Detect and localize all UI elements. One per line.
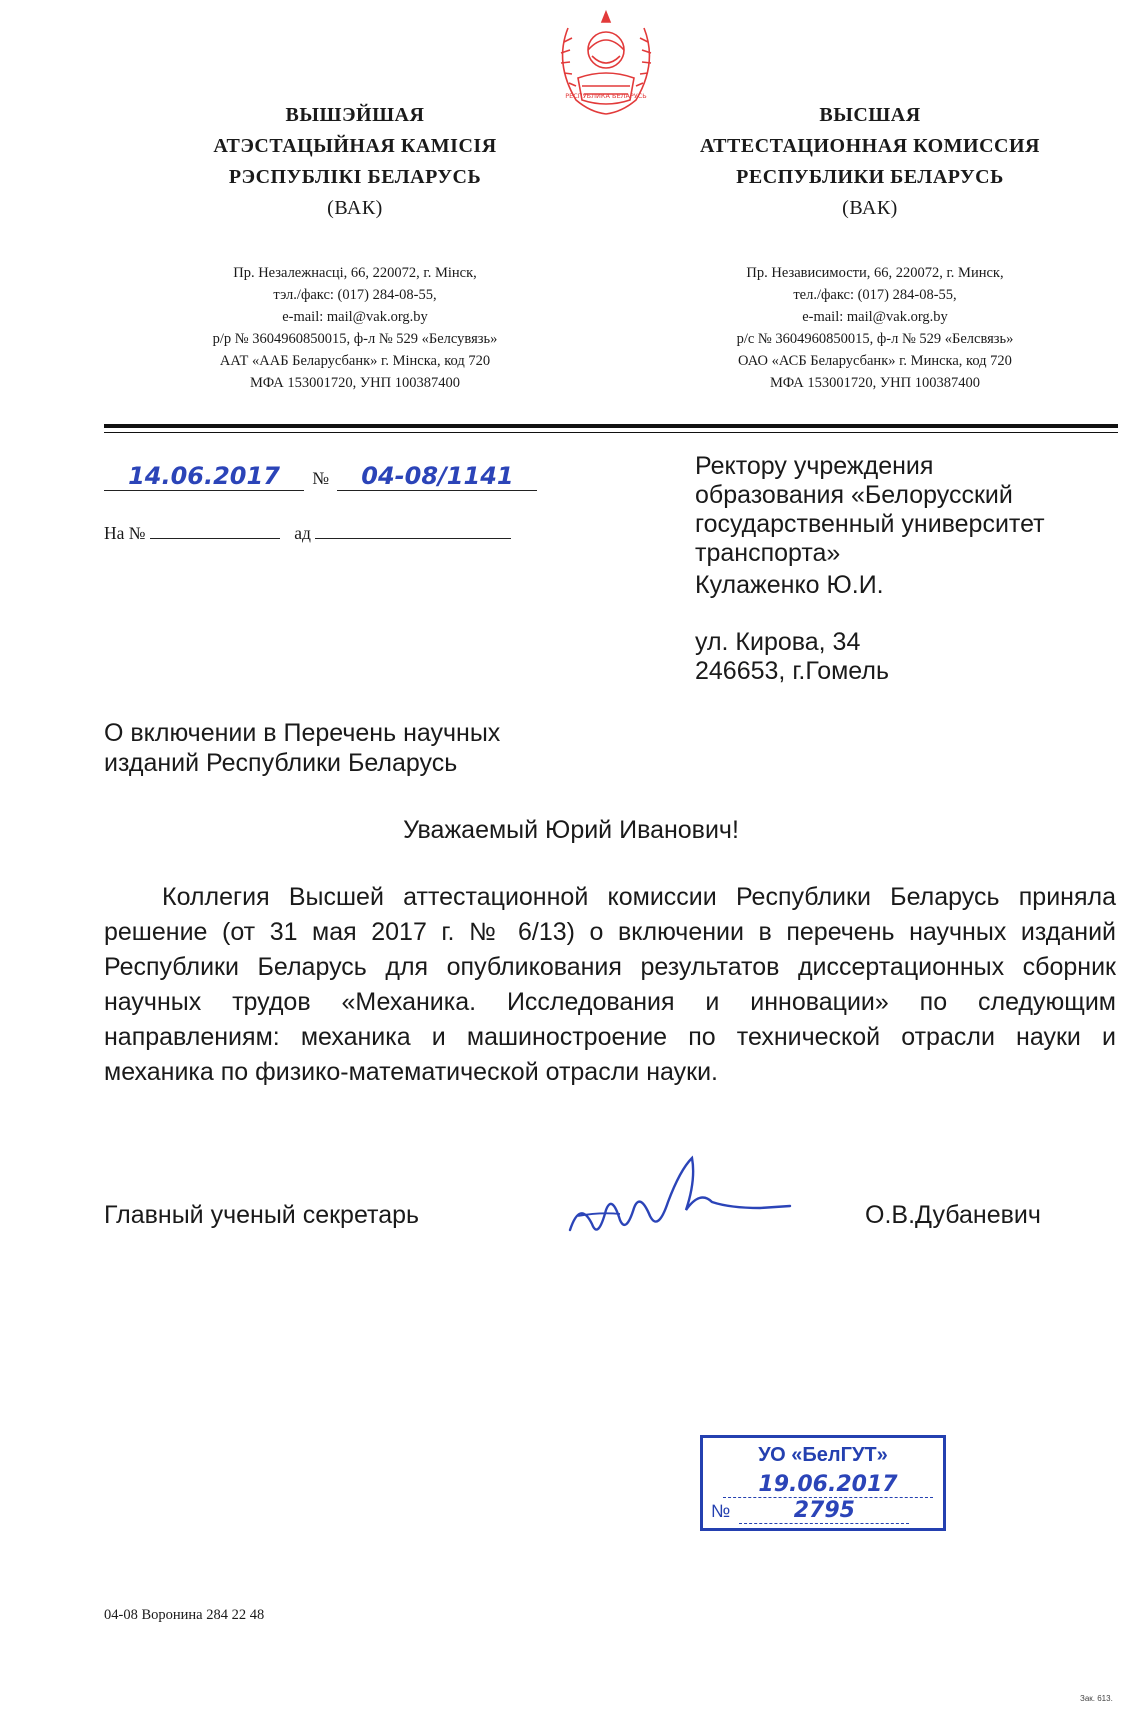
header-right-line2: АТТЕСТАЦИОННАЯ КОМИССИЯ (700, 135, 1040, 157)
stamp-number-field (711, 1498, 931, 1524)
received-stamp (700, 1435, 946, 1531)
stamp-number: 2795 (793, 1498, 855, 1523)
address-right-line: Пр. Независимости, 66, 220072, г. Минск, (746, 265, 1004, 281)
stamp-number-sign: № (711, 1501, 731, 1521)
header-left-abbr: (ВАК) (327, 197, 383, 219)
header-right-abbr: (ВАК) (842, 197, 898, 219)
addressee-name: Кулаженко Ю.И. (695, 571, 884, 599)
order-number: Зак. 613. (1080, 1694, 1113, 1703)
header-left-line2: АТЭСТАЦЫЙНАЯ КАМІСІЯ (213, 135, 497, 157)
address-left-line: ААТ «ААБ Беларусбанк» г. Мінска, код 720 (219, 353, 491, 369)
na-field (150, 520, 280, 539)
address-left-line: e-mail: mail@vak.org.by (282, 309, 428, 325)
address-right-line: e-mail: mail@vak.org.by (802, 309, 948, 325)
address-right (650, 262, 1100, 394)
header-right (640, 100, 1100, 224)
postal-street: ул. Кирова, 34 (695, 628, 861, 656)
handwritten-signature (560, 1150, 800, 1250)
ad-label: ад (294, 523, 311, 543)
header-divider-thick (104, 424, 1118, 428)
address-left-line: Пр. Незалежнасці, 66, 220072, г. Мінск, (233, 265, 477, 281)
reg-number-sign: № (312, 468, 330, 488)
subject-line: изданий Республики Беларусь (104, 749, 458, 777)
body-paragraph: Коллегия Высшей аттестационной комиссии Республики Беларусь приняла решение (от 31 мая 2017 г. № 6/13) о включении в перечень научных изданий Республики Беларусь для опубликования результатов диссертационных сборник научных трудов «Механика. Исследования и инновации» по следующим направлениям: механика и машиностроение по технической отрасли науки и механика по физико-математической отрасли науки. (104, 883, 1116, 1086)
addressee-line: образования «Белорусский (695, 481, 1013, 509)
reg-number-field (337, 462, 537, 491)
address-right-line: МФА 153001720, УНП 100387400 (770, 375, 980, 391)
reference-line (104, 520, 574, 544)
header-divider-thin (104, 432, 1118, 433)
stamp-date: 19.06.2017 (758, 1472, 898, 1497)
executor-info: 04-08 Воронина 284 22 48 (104, 1607, 265, 1623)
stamp-org: УО «БелГУТ» (758, 1444, 888, 1466)
postal-city: 246653, г.Гомель (695, 657, 889, 685)
addressee-line: государственный университет (695, 510, 1045, 538)
address-right-line: ОАО «АСБ Беларусбанк» г. Минска, код 720 (738, 353, 1012, 369)
salutation: Уважаемый Юрий Иванович! (403, 816, 739, 844)
subject (104, 718, 624, 778)
emblem-text: РЕСПУБЛИКА БЕЛАРУСЬ (565, 92, 647, 100)
stamp-number-line (739, 1498, 909, 1524)
address-right-line: тел./факс: (017) 284-08-55, (793, 287, 957, 303)
header-right-line3: РЕСПУБЛИКИ БЕЛАРУСЬ (736, 166, 1004, 188)
address-right-line: р/с № 3604960850015, ф-л № 529 «Белсвязь» (736, 331, 1014, 347)
addressee-line: Ректору учреждения (695, 452, 934, 480)
header-right-line1: ВЫСШАЯ (819, 104, 921, 126)
subject-line: О включении в Перечень научных (104, 719, 501, 747)
address-left (130, 262, 580, 394)
registration-line (104, 462, 574, 491)
address-left-line: МФА 153001720, УНП 100387400 (250, 375, 460, 391)
address-left-line: р/р № 3604960850015, ф-л № 529 «Белсувязь» (212, 331, 498, 347)
header-left-line3: РЭСПУБЛІКІ БЕЛАРУСЬ (228, 166, 482, 188)
reg-date-field (104, 462, 304, 491)
header-left-line1: ВЫШЭЙШАЯ (285, 104, 425, 126)
reg-date: 14.06.2017 (128, 462, 280, 490)
stamp-date-field (723, 1472, 933, 1498)
signatory-name: О.В.Дубаневич (865, 1201, 1041, 1229)
header-left (150, 100, 560, 224)
addressee-block (695, 452, 1115, 686)
address-left-line: тэл./факс: (017) 284-08-55, (273, 287, 437, 303)
signature-position: Главный ученый секретарь (104, 1201, 420, 1229)
addressee-line: транспорта» (695, 539, 841, 567)
na-label: На № (104, 523, 146, 543)
ad-field (315, 520, 511, 539)
reg-number: 04-08/1141 (361, 462, 514, 490)
